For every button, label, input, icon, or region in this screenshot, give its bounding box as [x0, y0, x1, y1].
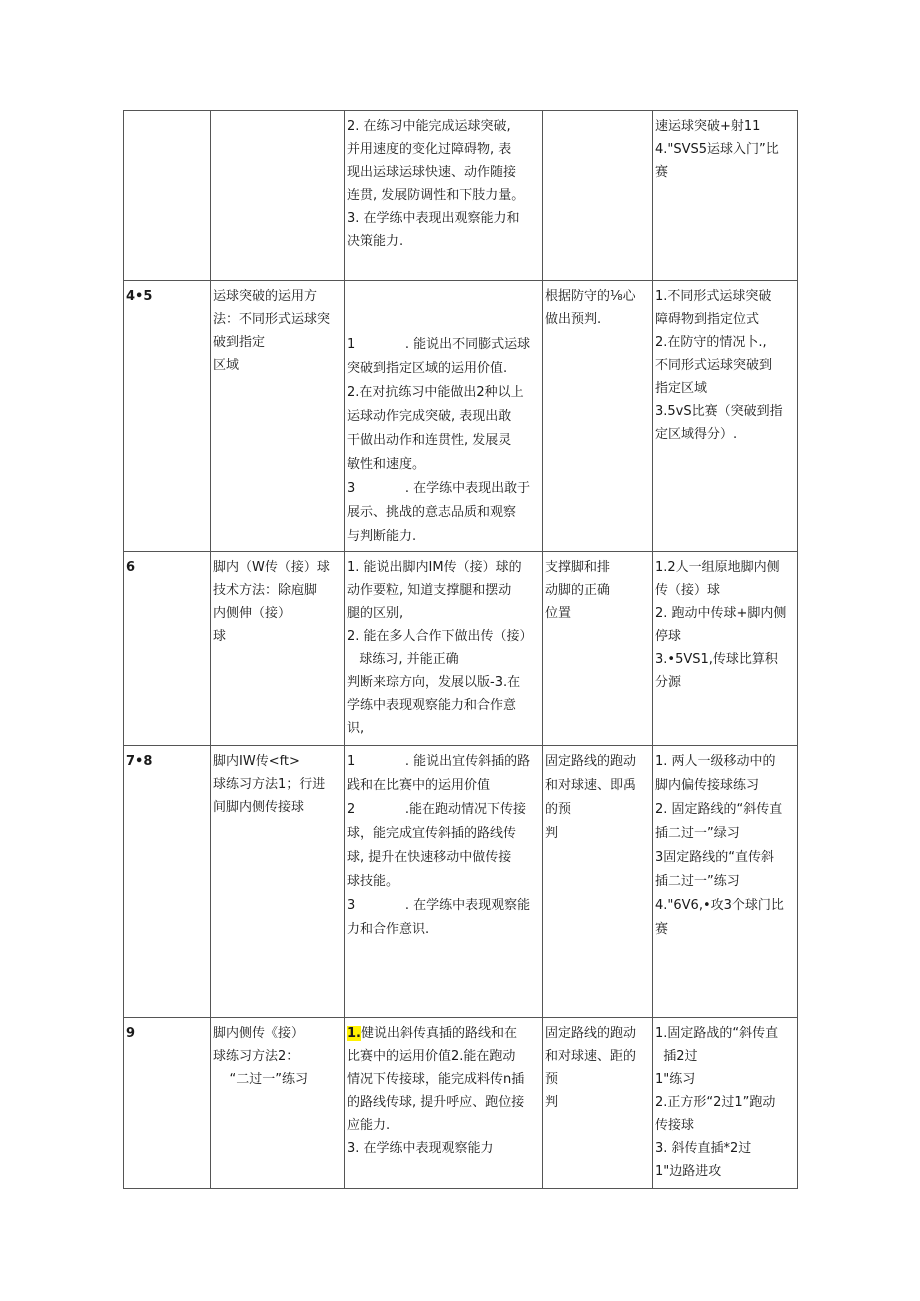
highlight-mark: 1.	[347, 1026, 361, 1041]
activities-cell: 1.2人一组原地脚内侧 传（接）球 2. 跑动中传球+脚内侧 停球 3.•5VS1,传球比算积 分源	[653, 552, 798, 746]
lesson-number-cell	[124, 111, 211, 281]
lesson-number-cell: 9	[124, 1018, 211, 1189]
content-cell	[211, 111, 345, 281]
objectives-cell: 1. 能说出脚内IM传（接）球的 动作要粒, 知道支撑腿和摆动 腿的区别, 2. 能在多人合作下做出传（接） 球练习, 并能正确 判断来琮方向，发展以版-3.在 学练中表现观察能力和合作意 识,	[345, 552, 543, 746]
keypoints-cell: 固定路线的跑动 和对球速、即禹 的预 判	[543, 746, 653, 1018]
content-cell: 运球突破的运用方 法：不同形式运球突 破到指定 区域	[211, 281, 345, 552]
lesson-number-cell: 4•5	[124, 281, 211, 552]
table-row	[124, 746, 798, 1018]
activities-cell: 速运球突破+射11 4."SVS5运球入门”比 赛	[653, 111, 798, 281]
activities-cell: 1. 两人一级移动中的 脚内偏传接球练习 2. 固定路线的“斜传直 插二过一”绿习 3固定路线的“直传斜 插二过一”练习 4."6V6,•攻3个球门比 赛	[653, 746, 798, 1018]
table-row	[124, 1018, 798, 1189]
activities-cell: 1.固定路战的“斜传直 插2过 1"练习 2.正方形“2过1”跑动 传接球 3. 斜传直插*2过 1"边路进攻	[653, 1018, 798, 1189]
lesson-plan-table	[123, 110, 798, 1189]
objectives-cell: 1 . 能说出宜传斜插的路 践和在比赛中的运用价值 2 .能在跑动情况下传接 球，能完成宜传斜插的路线传 球, 提升在快速移动中做传接 球技能。 3 . 在学练中表现观察能 力和合作意识.	[345, 746, 543, 1018]
table-row	[124, 552, 798, 746]
keypoints-cell: 根据防守的⅛心 做出预判.	[543, 281, 653, 552]
objectives-cell: 1 . 能说出不同膨式运球 突破到指定区域的运用价值. 2.在对抗练习中能做出2种以上 运球动作完成突破, 表现出敢 干做出动作和连贯性, 发展灵 敏性和速度。 3 . 在学练中表现出敢于 展示、挑战的意志品质和观察 与判断能力.	[345, 281, 543, 552]
activities-cell: 1.不同形式运球突破 障碍物到指定位式 2.在防守的情况卜., 不同形式运球突破到 指定区域 3.5vS比赛（突破到指 定区域得分）.	[653, 281, 798, 552]
content-cell: 脚内IW传<ft> 球练习方法1；行进 间脚内侧传接球	[211, 746, 345, 1018]
keypoints-cell	[543, 111, 653, 281]
keypoints-cell: 支撑脚和排 动脚的正确 位置	[543, 552, 653, 746]
table-row	[124, 281, 798, 552]
lesson-number-cell: 6	[124, 552, 211, 746]
objectives-cell: 1.健说出斜传真插的路线和在 比赛中的运用价值2.能在跑动 情况下传接球，能完成料传n插 的路线传球, 提升呼应、跑位接 应能力. 3. 在学练中表现观察能力	[345, 1018, 543, 1189]
lesson-number-cell: 7•8	[124, 746, 211, 1018]
objectives-cell: 2. 在练习中能完成运球突破, 并用速度的变化过障碍物, 表 现出运球运球快速、动作随接 连贯, 发展防调性和下肢力量。 3. 在学练中表现出观察能力和 决策能力.	[345, 111, 543, 281]
table-row	[124, 111, 798, 281]
keypoints-cell: 固定路线的跑动 和对球速、距的 预 判	[543, 1018, 653, 1189]
content-cell: 脚内侧传《接） 球练习方法2： “二过一”练习	[211, 1018, 345, 1189]
content-cell: 脚内（W传（接）球 技术方法：除庖脚 内侧伸（接） 球	[211, 552, 345, 746]
